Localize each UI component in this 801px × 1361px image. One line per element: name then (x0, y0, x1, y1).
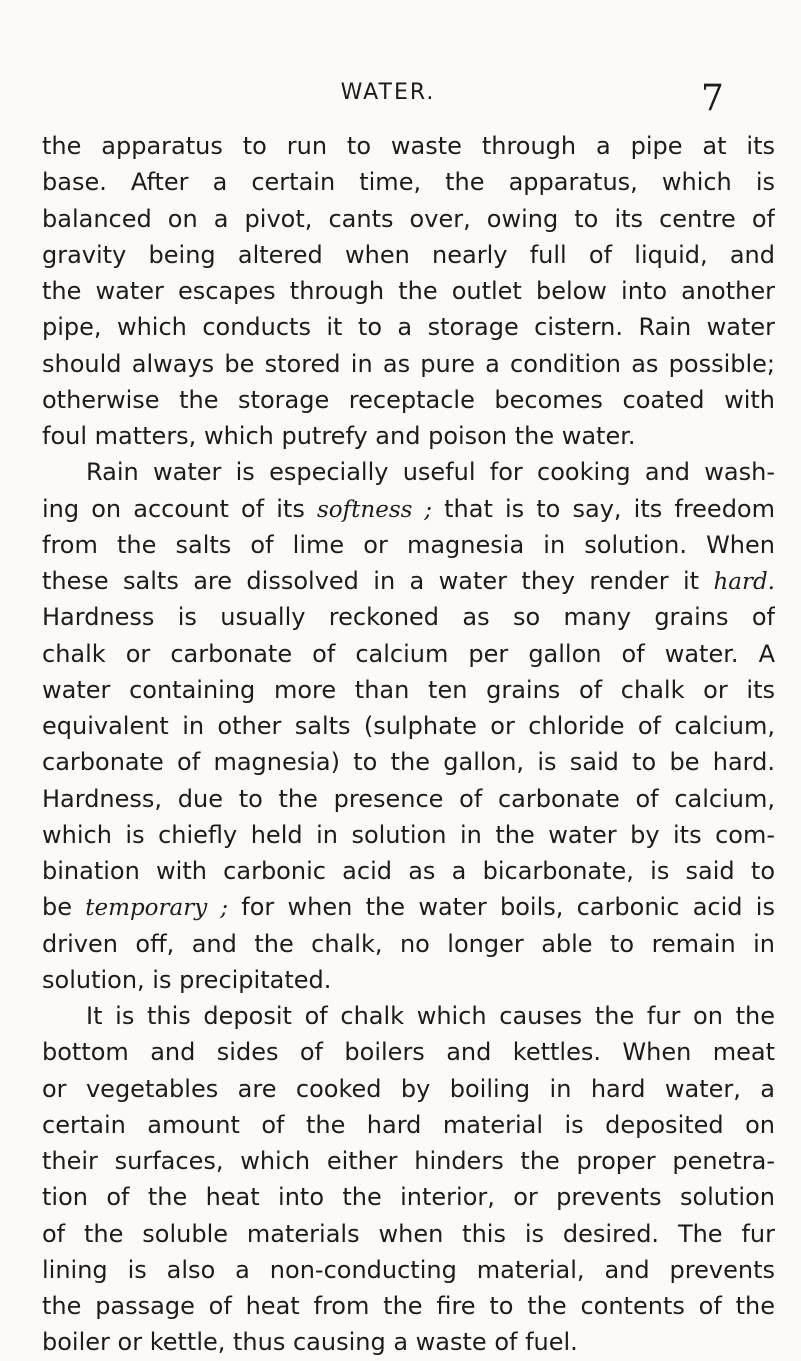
text-line (42, 237, 775, 273)
text-line (42, 491, 775, 527)
line-text: ing on account of its (42, 494, 317, 523)
body-text (42, 128, 775, 1361)
line-text: carbonate of magnesia) to the gallon, is said to be hard. (42, 748, 775, 777)
text-line (42, 636, 775, 672)
line-text: that is to say, its freedom (431, 494, 775, 523)
line-text: gravity being altered when nearly full of liquid, and (42, 240, 775, 269)
text-line (42, 527, 775, 563)
text-line (42, 563, 775, 599)
line-text: tion of the heat into the interior, or prevents solution (42, 1183, 775, 1212)
line-text: the passage of heat from the fire to the contents of the (42, 1292, 775, 1320)
line-text: lining is also a non-conducting material, and prevents (42, 1255, 775, 1284)
line-text: certain amount of the hard material is deposited on (42, 1110, 775, 1139)
emphasis-term: temporary ; (85, 895, 228, 922)
text-line (42, 1288, 775, 1324)
line-text: the water escapes through the outlet below into another (42, 277, 775, 305)
line-text: the apparatus to run to waste through a pipe at its (42, 132, 775, 160)
text-line (42, 998, 775, 1034)
text-line (42, 853, 775, 889)
running-title: WATER. (340, 80, 436, 105)
text-line (42, 273, 775, 309)
running-head (0, 78, 801, 118)
text-line (42, 128, 775, 164)
text-line (42, 346, 775, 382)
text-line (42, 1143, 775, 1179)
line-text: or vegetables are cooked by boiling in hard water, a (42, 1074, 775, 1103)
text-line (42, 164, 775, 200)
text-line (42, 744, 775, 780)
line-text: which is chiefly held in solution in the water by its com- (42, 820, 775, 849)
line-text: pipe, which conducts it to a storage cistern. Rain water (42, 313, 775, 342)
line-text: these salts are dissolved in a water they render it (42, 567, 714, 595)
text-line (42, 1071, 775, 1107)
text-line (42, 672, 775, 708)
line-text: bottom and sides of boilers and kettles. When meat (42, 1038, 775, 1067)
emphasis-term: hard. (713, 569, 775, 595)
line-text: otherwise the storage receptacle becomes coated with (42, 385, 775, 414)
text-line (42, 889, 775, 925)
emphasis-term: softness ; (316, 496, 432, 523)
line-text: be (42, 893, 86, 922)
text-line (42, 454, 775, 490)
line-text: from the salts of lime or magnesia in solution. When (42, 530, 775, 559)
text-line (42, 201, 775, 237)
line-text: It is this deposit of chalk which causes the fur on the (86, 1002, 775, 1030)
text-line (42, 1179, 775, 1215)
line-text: solution, is precipitated. (42, 965, 332, 994)
line-text: boiler or kettle, thus causing a waste of fuel. (42, 1328, 578, 1357)
text-line (42, 817, 775, 853)
line-text: water containing more than ten grains of chalk or its (42, 675, 775, 704)
line-text: their surfaces, which either hinders the proper penetra- (42, 1147, 775, 1175)
line-text: Hardness is usually reckoned as so many grains of (42, 603, 775, 632)
text-line (42, 1107, 775, 1143)
text-line (42, 382, 775, 418)
text-line (42, 1216, 775, 1252)
line-text: base. After a certain time, the apparatus, which is (42, 168, 775, 197)
line-text: balanced on a pivot, cants over, owing to its centre of (42, 204, 775, 233)
text-line (42, 599, 775, 635)
text-line (42, 1324, 775, 1360)
line-text: bination with carbonic acid as a bicarbonate, is said to (42, 857, 775, 885)
text-line (42, 418, 775, 454)
text-line (42, 926, 775, 962)
text-line (42, 781, 775, 817)
text-line (42, 309, 775, 345)
page-number: 7 (701, 78, 724, 119)
line-text: Rain water is especially useful for cooking and wash- (86, 458, 775, 487)
line-text: of the soluble materials when this is desired. The fur (42, 1219, 775, 1248)
text-line (42, 708, 775, 744)
line-text: for when the water boils, carbonic acid is (227, 893, 775, 922)
text-line (42, 1034, 775, 1070)
text-line (42, 1252, 775, 1288)
text-line (42, 962, 775, 998)
line-text: foul matters, which putrefy and poison the water. (42, 422, 636, 450)
line-text: equivalent in other salts (sulphate or chloride of calcium, (42, 712, 775, 740)
line-text: driven off, and the chalk, no longer able to remain in (42, 929, 775, 958)
line-text: chalk or carbonate of calcium per gallon of water. A (42, 639, 775, 668)
line-text: Hardness, due to the presence of carbonate of calcium, (42, 784, 775, 813)
line-text: should always be stored in as pure a condition as possible; (42, 349, 775, 378)
